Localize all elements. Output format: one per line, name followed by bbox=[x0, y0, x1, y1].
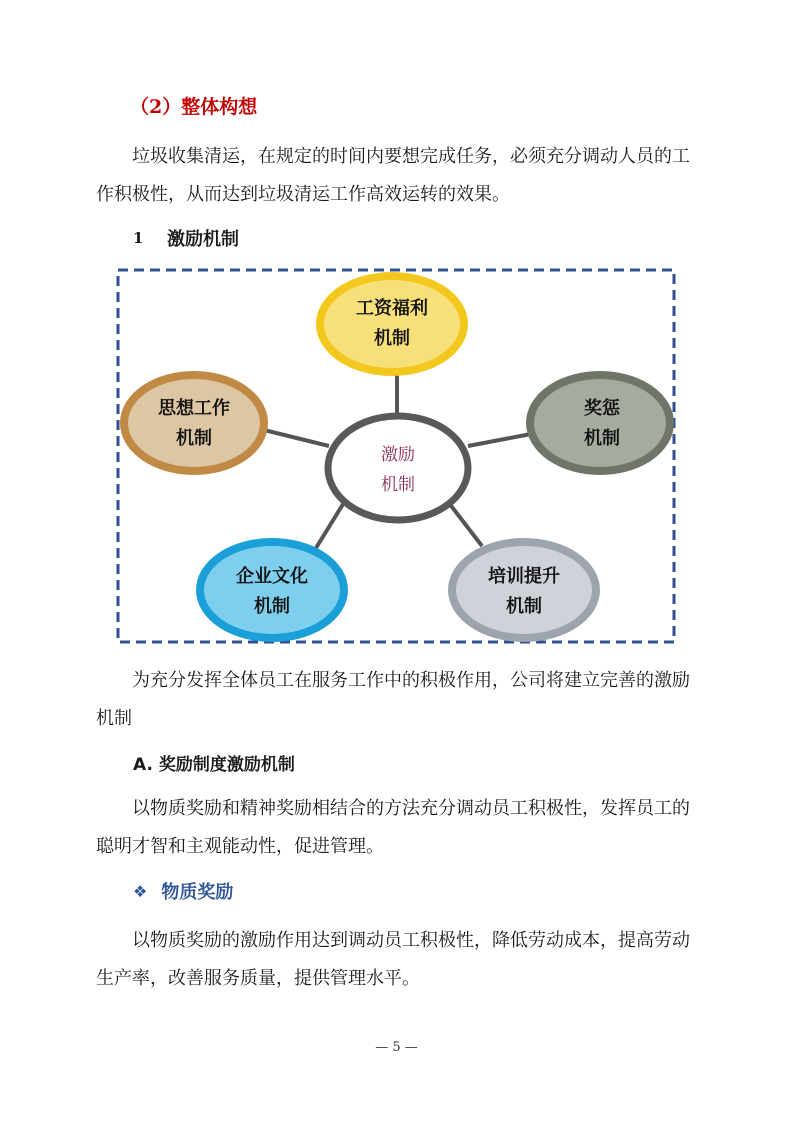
material-reward-paragraph: 以物质奖励的激励作用达到调动员工积极性，降低劳动成本，提高劳动生产率，改善服务质量，提供管理水平。 bbox=[96, 930, 690, 989]
heading-reward-system: A. 奖励制度激励机制 bbox=[133, 755, 295, 775]
center-node bbox=[328, 416, 468, 520]
node-salary-welfare-line1: 工资福利 bbox=[356, 298, 428, 319]
intro-paragraph: 垃圾收集清运，在规定的时间内要想完成任务，必须充分调动人员的工作积极性，从而达到垃圾清运工作高效运转的效果。 bbox=[96, 146, 690, 205]
diagram-caption-paragraph: 为充分发挥全体员工在服务工作中的积极作用，公司将建立完善的激励机制 bbox=[96, 670, 690, 729]
center-label-line1: 激励 bbox=[381, 445, 415, 465]
subsection-label: 激励机制 bbox=[167, 229, 239, 250]
node-reward-punishment-line2: 机制 bbox=[584, 428, 620, 449]
center-label-line2: 机制 bbox=[381, 475, 415, 495]
bullet-heading-label: 物质奖励 bbox=[161, 882, 234, 903]
node-corporate-culture-line2: 机制 bbox=[254, 596, 290, 617]
node-corporate-culture-line1: 企业文化 bbox=[236, 566, 308, 587]
node-reward-punishment-line1: 奖惩 bbox=[584, 398, 620, 419]
subsection-number: 1 bbox=[133, 229, 144, 247]
node-ideological-work bbox=[124, 375, 264, 471]
node-training-improvement-line1: 培训提升 bbox=[488, 566, 560, 587]
node-corporate-culture bbox=[200, 542, 344, 638]
subsection-heading bbox=[133, 225, 239, 251]
node-ideological-work-line2: 机制 bbox=[176, 428, 212, 449]
bullet-heading-material-reward bbox=[133, 878, 233, 904]
reward-system-paragraph: 以物质奖励和精神奖励相结合的方法充分调动员工积极性，发挥员工的聪明才智和主观能动性，促进管理。 bbox=[96, 798, 690, 857]
diamond-bullet-icon: ❖ bbox=[133, 881, 148, 901]
node-salary-welfare-line2: 机制 bbox=[374, 328, 410, 349]
section-heading: （2）整体构想 bbox=[130, 96, 258, 118]
incentive-mechanism-diagram bbox=[116, 268, 676, 644]
page-number: — 5 — bbox=[375, 1040, 418, 1055]
node-training-improvement-line2: 机制 bbox=[506, 596, 542, 617]
node-ideological-work-line1: 思想工作 bbox=[158, 398, 230, 419]
node-reward-punishment bbox=[530, 375, 670, 471]
node-training-improvement bbox=[452, 542, 596, 638]
node-salary-welfare bbox=[320, 276, 464, 372]
